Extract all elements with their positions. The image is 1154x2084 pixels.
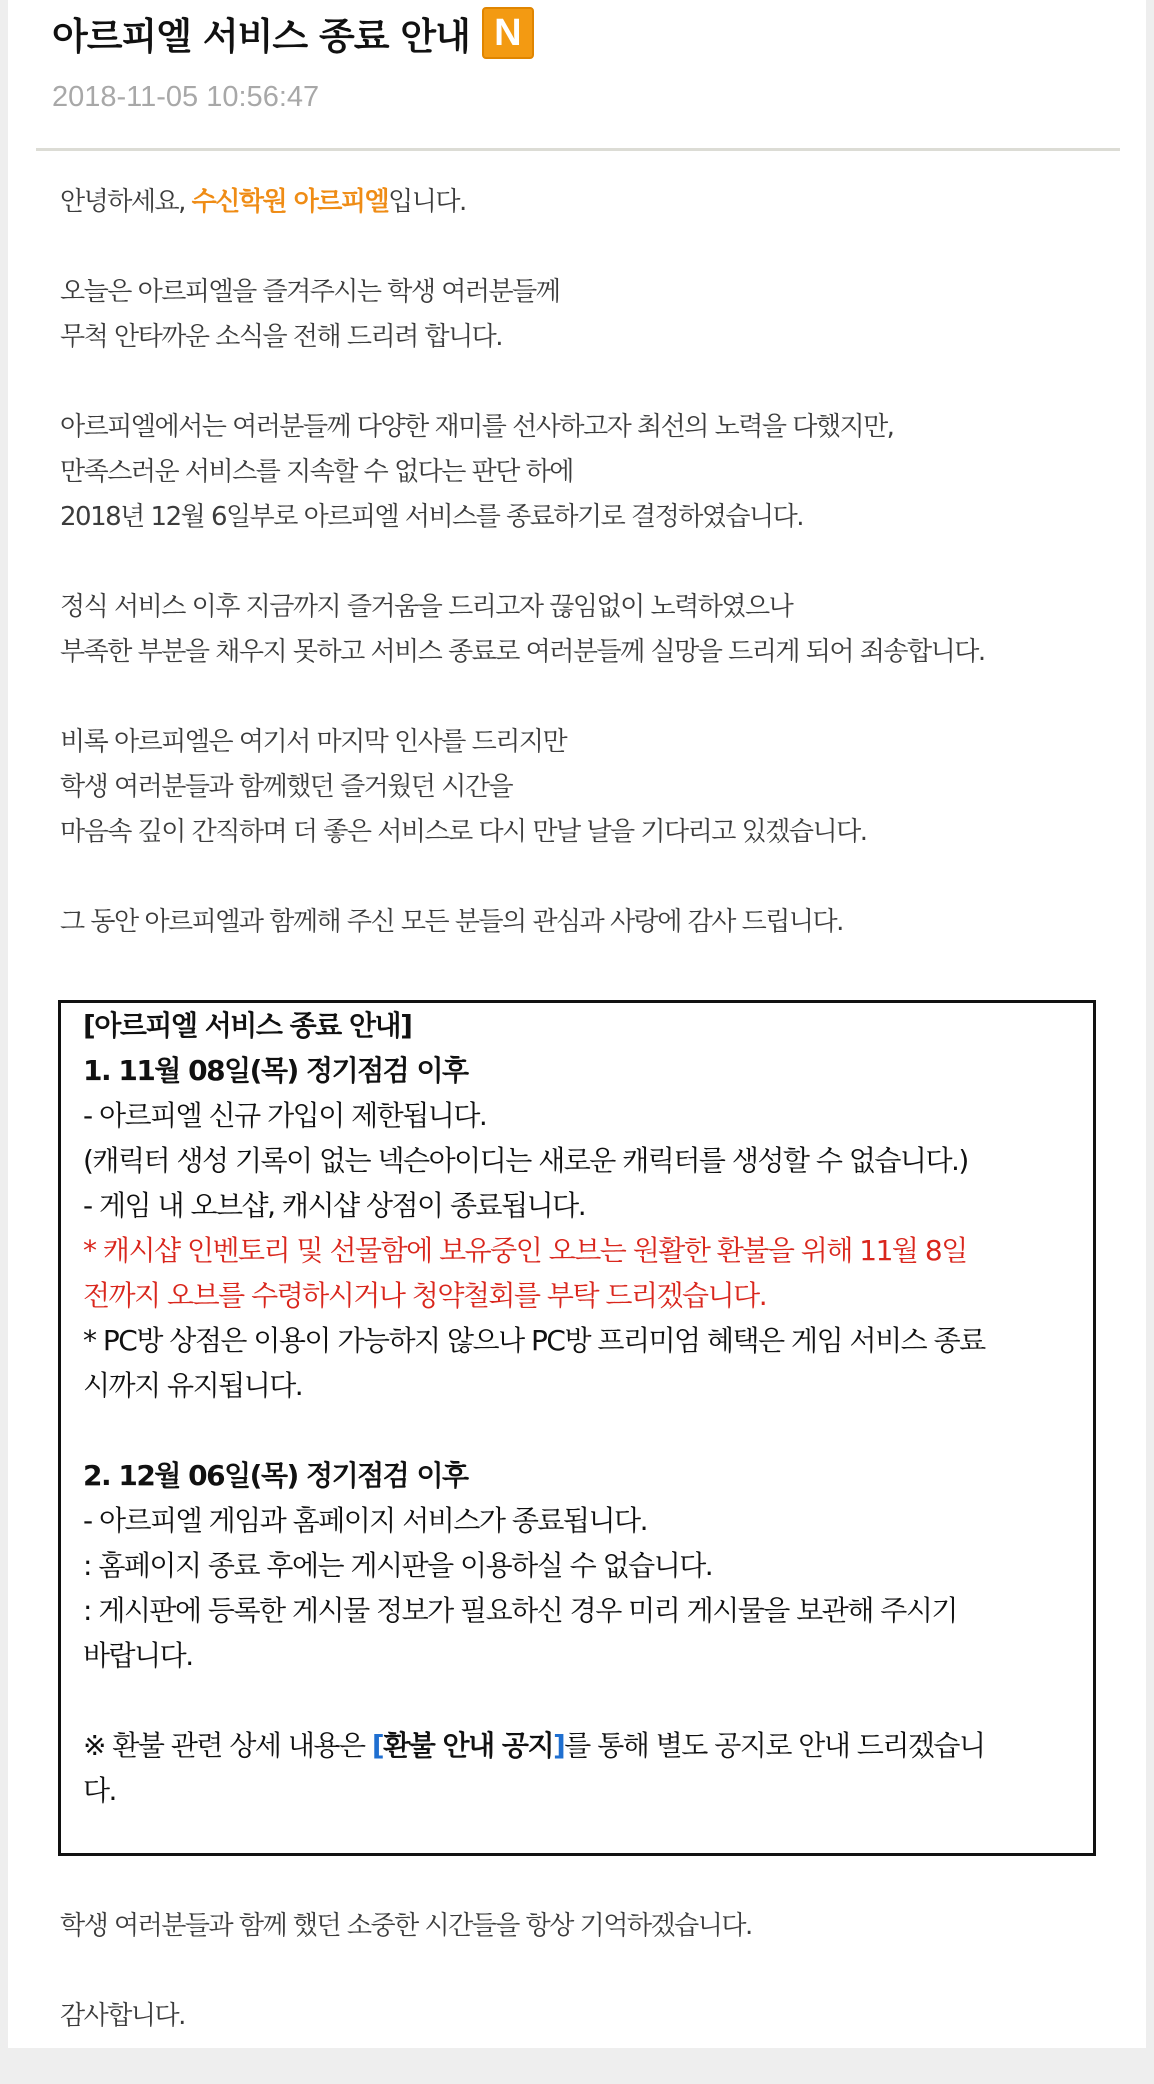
- refund-info-suffix: 를 통해 별도 공지로 안내 드리겠습니: [564, 1729, 985, 1762]
- text-line: 부족한 부분을 채우지 못하고 서비스 종료로 여러분들께 실망을 드리게 되어 죄송합니다.: [60, 637, 985, 667]
- text-line: 오늘은 아르피엘을 즐겨주시는 학생 여러분들께: [60, 277, 560, 307]
- title-row: [52, 4, 1112, 62]
- text-line: 2018년 12월 6일부로 아르피엘 서비스를 종료하기로 결정하였습니다.: [60, 502, 804, 532]
- post-footer: [60, 1904, 1120, 2084]
- notice-item: (캐릭터 생성 기록이 없는 넥슨아이디는 새로운 캐릭터를 생성할 수 없습니다.): [83, 1144, 968, 1177]
- text-line: 정식 서비스 이후 지금까지 즐거움을 드리고자 끊임없이 노력하였으나: [60, 592, 793, 622]
- section-1-heading: 1. 11월 08일(목) 정기점검 이후: [83, 1054, 468, 1087]
- refund-info-line: [83, 1723, 1077, 1768]
- text-line: 아르피엘에서는 여러분들께 다양한 재미를 선사하고자 최선의 노력을 다했지만,: [60, 412, 894, 442]
- refund-info-prefix: ※ 환불 관련 상세 내용은: [83, 1729, 372, 1762]
- new-badge-icon: N: [482, 7, 534, 59]
- refund-warning-line: 전까지 오브를 수령하시거나 청약철회를 부탁 드리겠습니다.: [83, 1279, 767, 1312]
- notice-item: : 게시판에 등록한 게시물 정보가 필요하신 경우 미리 게시물을 보관해 주시기: [83, 1594, 957, 1627]
- text-line: 마음속 깊이 간직하며 더 좋은 서비스로 다시 만날 날을 기다리고 있겠습니다.: [60, 817, 867, 847]
- academy-name-highlight: 수신학원 아르피엘: [191, 187, 389, 217]
- notice-title: [아르피엘 서비스 종료 안내]: [83, 1009, 412, 1042]
- post-header: [52, 4, 1112, 114]
- link-bracket-close: ]: [553, 1729, 565, 1762]
- spacer: [83, 1678, 1077, 1723]
- post-title: 아르피엘 서비스 종료 안내: [52, 15, 470, 58]
- paragraph-4: [60, 720, 1120, 855]
- post-body: [60, 180, 1120, 990]
- notice-item: - 게임 내 오브샵, 캐시샵 상점이 종료됩니다.: [83, 1189, 586, 1222]
- paragraph-2: [60, 405, 1120, 540]
- notice-item: 바랍니다.: [83, 1639, 193, 1672]
- greeting-prefix: 안녕하세요,: [60, 187, 192, 217]
- refund-notice-link[interactable]: 환불 안내 공지: [383, 1729, 553, 1762]
- greeting-suffix: 입니다.: [388, 187, 466, 217]
- spacer: [83, 1408, 1077, 1453]
- text-line: 만족스러운 서비스를 지속할 수 없다는 판단 하에: [60, 457, 573, 487]
- notice-item: : 홈페이지 종료 후에는 게시판을 이용하실 수 없습니다.: [83, 1549, 713, 1582]
- paragraph-5: 그 동안 아르피엘과 함께해 주신 모든 분들의 관심과 사랑에 감사 드립니다.: [60, 907, 843, 937]
- section-2-heading: 2. 12월 06일(목) 정기점검 이후: [83, 1459, 468, 1492]
- thanks-line: 감사합니다.: [60, 2001, 185, 2031]
- greeting: [60, 180, 1120, 225]
- text-line: 학생 여러분들과 함께했던 즐거웠던 시간을: [60, 772, 513, 802]
- paragraph-1: [60, 270, 1120, 360]
- notice-item: - 아르피엘 신규 가입이 제한됩니다.: [83, 1099, 487, 1132]
- post-date: 2018-11-05 10:56:47: [52, 81, 320, 113]
- link-bracket-open: [: [371, 1729, 384, 1762]
- refund-info-line-2: 다.: [83, 1774, 116, 1807]
- closing-line: 학생 여러분들과 함께 했던 소중한 시간들을 항상 기억하겠습니다.: [60, 1911, 752, 1941]
- text-line: 무척 안타까운 소식을 전해 드리려 합니다.: [60, 322, 503, 352]
- post-page: [8, 0, 1146, 2048]
- service-end-notice-box: [58, 1000, 1096, 1856]
- refund-warning-line: * 캐시샵 인벤토리 및 선물함에 보유중인 오브는 원활한 환불을 위해 11월 8일: [83, 1234, 967, 1267]
- pc-room-note-line: * PC방 상점은 이용이 가능하지 않으나 PC방 프리미엄 혜택은 게임 서비스 종료: [83, 1324, 985, 1357]
- text-line: 비록 아르피엘은 여기서 마지막 인사를 드리지만: [60, 727, 567, 757]
- notice-item: - 아르피엘 게임과 홈페이지 서비스가 종료됩니다.: [83, 1504, 647, 1537]
- paragraph-3: [60, 585, 1120, 675]
- header-divider: [36, 148, 1120, 151]
- pc-room-note-line: 시까지 유지됩니다.: [83, 1369, 303, 1402]
